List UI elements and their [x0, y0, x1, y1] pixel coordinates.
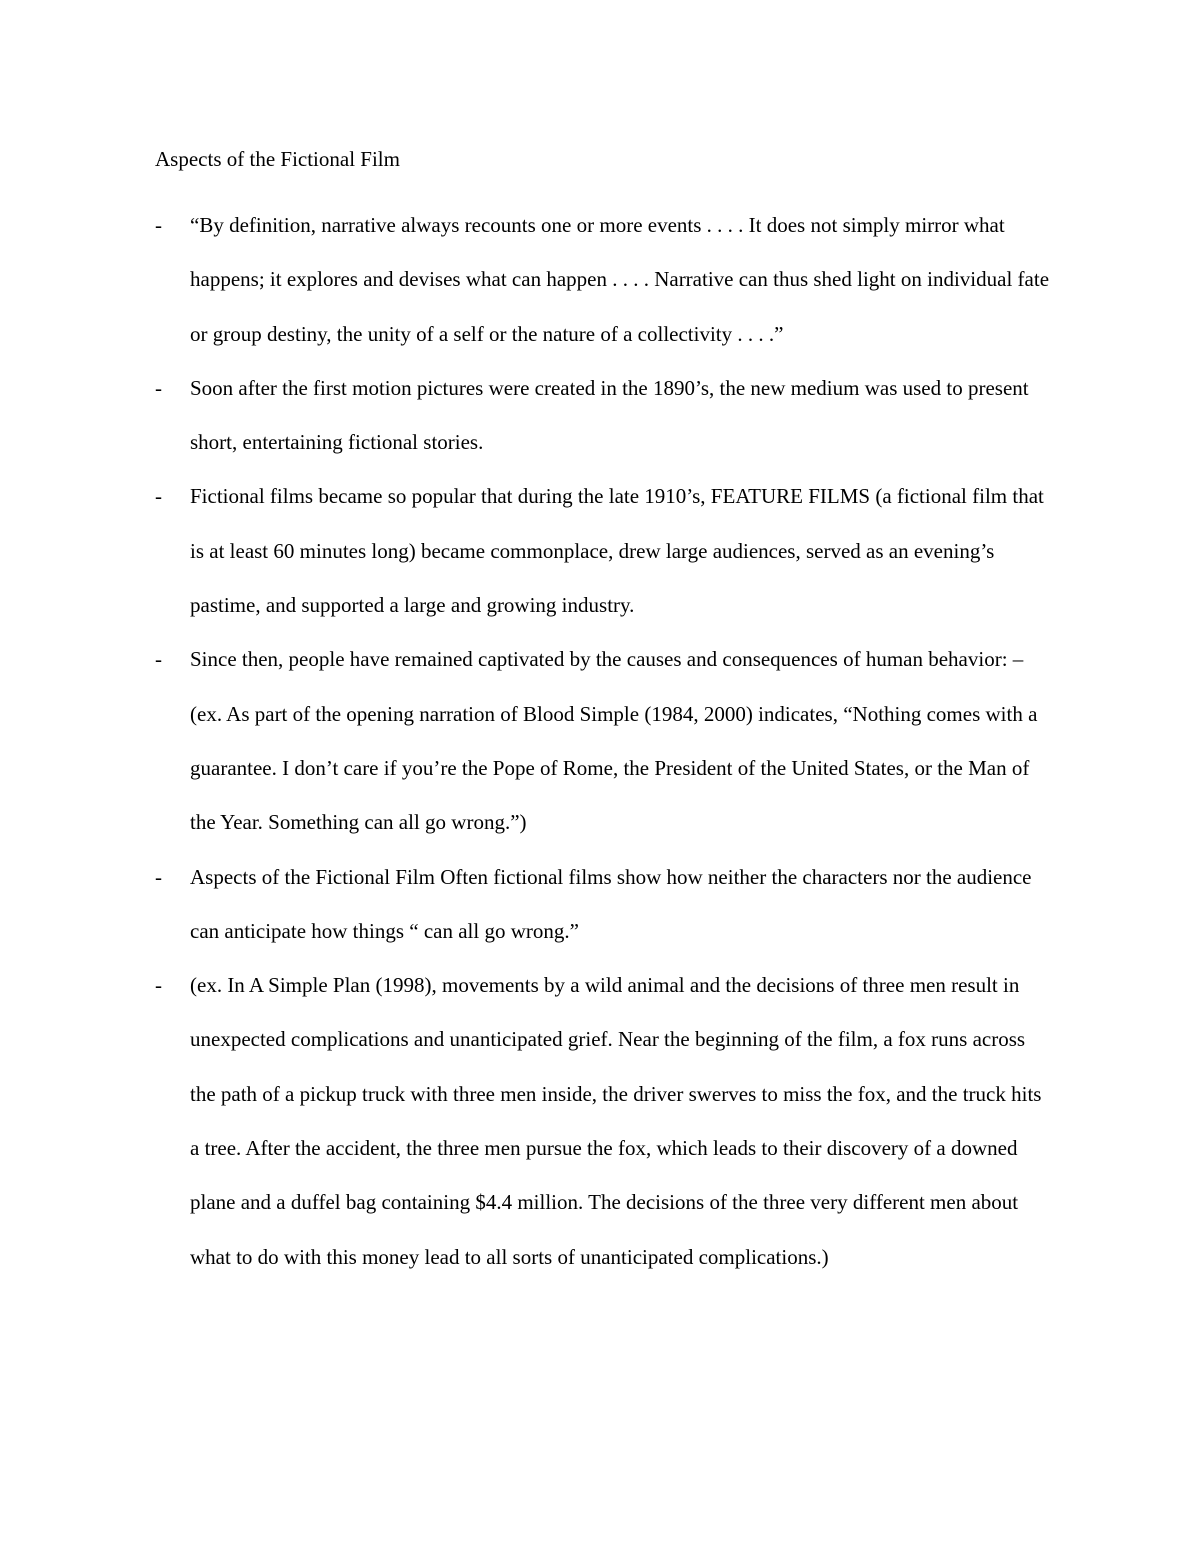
bullet-marker: -	[155, 484, 162, 509]
bullet-marker: -	[155, 864, 162, 889]
bullet-item	[155, 632, 1055, 849]
bullet-item	[155, 361, 1055, 470]
bullet-item	[155, 469, 1055, 632]
bullet-marker: -	[155, 375, 162, 400]
bullet-item	[155, 850, 1055, 959]
bullet-list	[155, 198, 1055, 1284]
bullet-item	[155, 958, 1055, 1284]
bullet-text: Since then, people have remained captivated by the causes and consequences of human behavior: – (ex. As part of the opening narration of Blood Simple (1984, 2000) indicates, “Nothing comes with a guarantee. I don’t care if you’re the Pope of Rome, the President of the United States, or the Man of the Year. Something can all go wrong.”)	[190, 647, 1038, 835]
bullet-text: Aspects of the Fictional Film Often fictional films show how neither the characters nor the audience can anticipate how things “ can all go wrong.”	[190, 864, 1032, 943]
document-title: Aspects of the Fictional Film	[155, 147, 400, 171]
bullet-marker: -	[155, 213, 162, 237]
bullet-marker: -	[155, 647, 162, 672]
bullet-text: (ex. In A Simple Plan (1998), movements by a wild animal and the decisions of three men result in unexpected complications and unanticipated grief. Near the beginning of the film, a fox runs across the path of a pickup truck with three men inside, the driver swerves to miss the fox, and the truck hits a tree. After the accident, the three men pursue the fox, which leads to their discovery of a downed plane and a duffel bag containing $4.4 million. The decisions of the three very different men about what to do with this money lead to all sorts of unanticipated complications.)	[190, 973, 1042, 1269]
bullet-item	[155, 198, 1055, 361]
bullet-text: Fictional films became so popular that during the late 1910’s, FEATURE FILMS (a fictional film that is at least 60 minutes long) became commonplace, drew large audiences, served as an evening’s pastime, and supported a large and growing industry.	[190, 484, 1044, 618]
bullet-marker: -	[155, 973, 162, 998]
bullet-text: Soon after the first motion pictures were created in the 1890’s, the new medium was used to present short, entertaining fictional stories.	[190, 375, 1029, 455]
bullet-text: “By definition, narrative always recounts one or more events . . . . It does not simply mirror what happens; it explores and devises what can happen . . . . Narrative can thus shed light on individual fate or group destiny, the unity of a self or the nature of a collectivity . . . .”	[190, 213, 1050, 346]
